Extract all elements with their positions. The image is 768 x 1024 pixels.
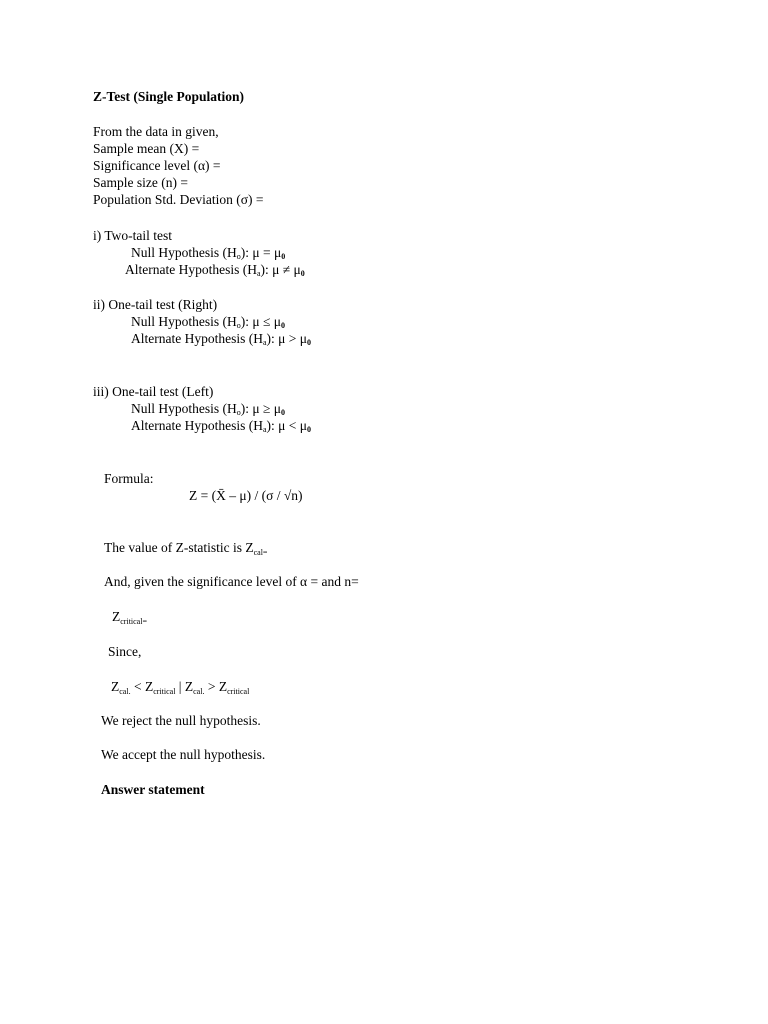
alternate-hypothesis: Alternate Hypothesis $(H_a)$: $\mu > \mu_0$ (131, 331, 311, 347)
reject-statement: We reject the null hypothesis. (101, 713, 261, 728)
null-hypothesis: Null Hypothesis $(H_o)$: $\mu = \mu_0$ (131, 245, 286, 261)
test-heading: ii) One-tail test (Right) (93, 297, 218, 312)
comparison-line: $Z_{cal.} < Z_{critical}$ | $Z_{cal.} > Z_{critical}$ (111, 679, 250, 696)
null-hypothesis: Null Hypothesis $(H_o)$: $\mu \ge \mu_0$ (131, 401, 286, 417)
accept-statement: We accept the null hypothesis. (101, 747, 266, 762)
null-hypothesis: Null Hypothesis $(H_o)$: $\mu \le \mu_0$ (131, 314, 286, 330)
z-critical-line: $Z_{critical=}$ (112, 609, 147, 626)
test-heading: iii) One-tail test (Left) (93, 384, 214, 399)
formula-label: Formula: (104, 471, 154, 486)
formula-expression: Z = (X̄ – μ) / (σ / √n) (189, 488, 303, 503)
population-sd-line: Population Std. Deviation (σ) = (93, 192, 264, 207)
sample-size-line: Sample size (n) = (93, 175, 188, 190)
answer-statement: Answer statement (101, 782, 205, 797)
alternate-hypothesis: Alternate Hypothesis $(H_a)$: $\mu < \mu_0$ (131, 418, 311, 434)
page-title: Z-Test (Single Population) (93, 89, 245, 104)
significance-level-line: Significance level (α) = (93, 158, 221, 173)
given-alpha-line: And, given the significance level of α = and n= (104, 574, 359, 589)
alternate-hypothesis: Alternate Hypothesis $(H_a)$: $\mu \ne \mu_0$ (125, 262, 305, 278)
sample-mean-line: Sample mean (X) = (93, 141, 200, 156)
given-line: From the data in given, (93, 124, 219, 139)
test-heading: i) Two-tail test (93, 228, 173, 243)
z-statistic-line: The value of Z-statistic is $Z_{cal=}$ (104, 540, 268, 557)
since-line: Since, (108, 644, 142, 659)
